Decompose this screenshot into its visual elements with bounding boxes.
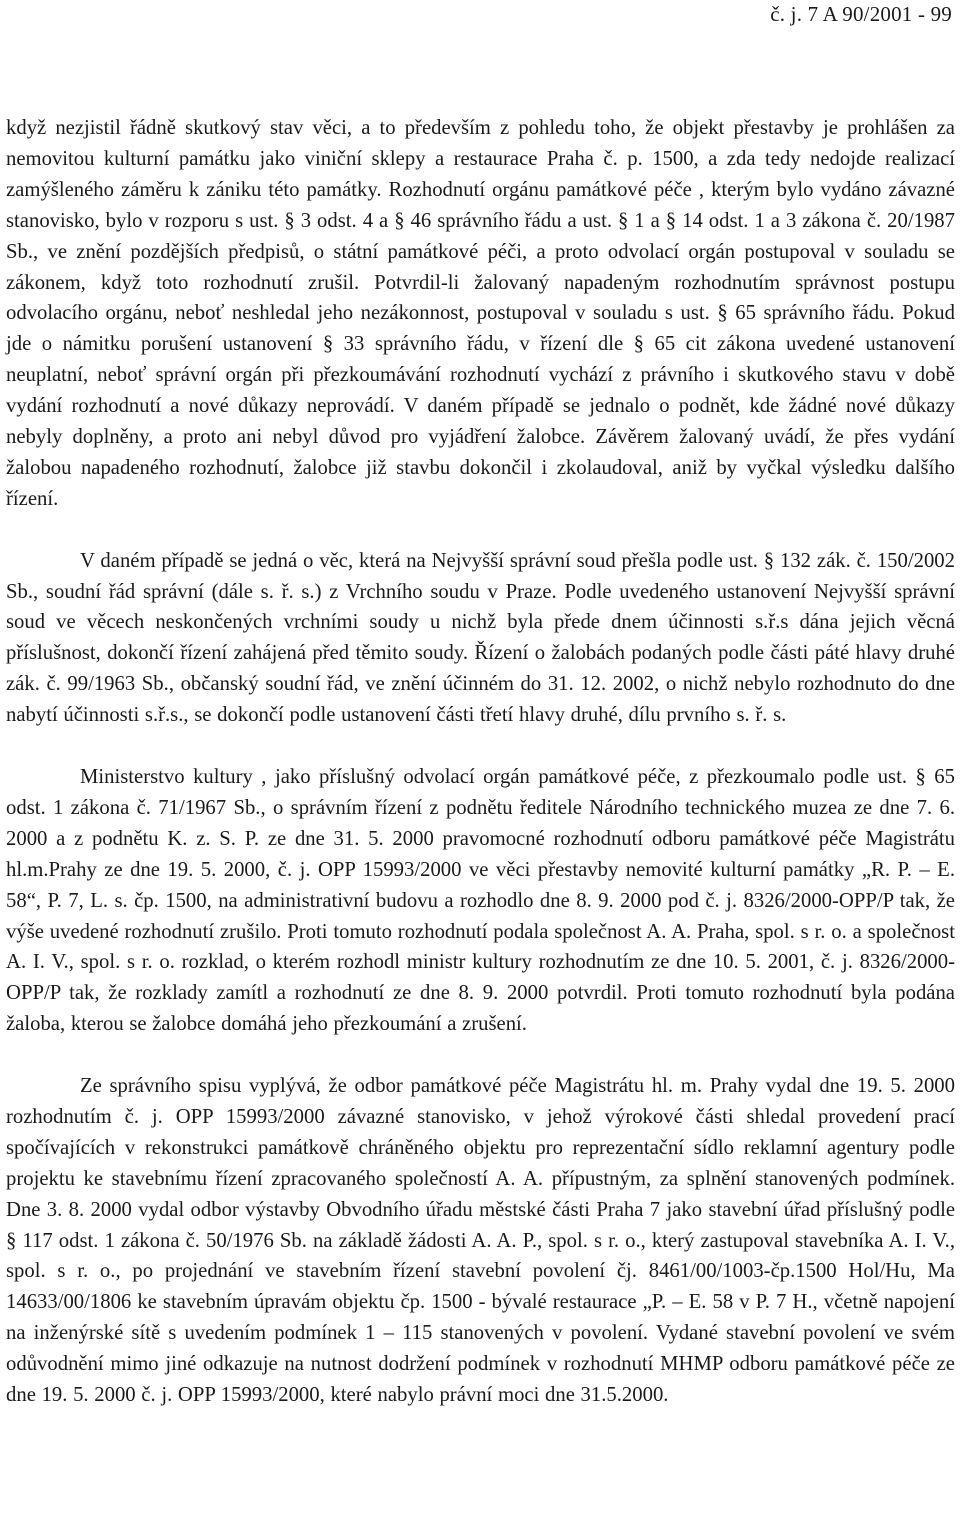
paragraph-jurisdiction: V daném případě se jedná o věc, která na Nejvyšší správní soud přešla podle ust. § 132 zák. č. 150/2002 Sb., soudní řád správní (dále s. ř. s.) z Vrchního soudu v Praze. Podle uvedeného ustanovení Nejvyšší správní soud ve věcech neskončených vrchními soudy u nichž byla přede dnem účinnosti s.ř.s dána jejich věcná příslušnost, dokončí řízení zahájená před těmito soudy. Řízení o žalobách podaných podle části páté hlavy druhé zák. č. 99/1963 Sb., občanský soudní řád, ve znění účinném do 31. 12. 2002, o nichž nebylo rozhodnuto do dne nabytí účinnosti s.ř.s., se dokončí podle ustanovení části třetí hlavy druhé, dílu prvního s. ř. s. <box>6 549 955 727</box>
document-body <box>6 113 955 1411</box>
paragraph-spacer <box>6 731 955 762</box>
document-reference: č. j. 7 A 90/2001 - 99 <box>770 2 952 26</box>
paragraph-spacer <box>6 515 955 546</box>
paragraph-administrative-file: Ze správního spisu vyplývá, že odbor památkové péče Magistrátu hl. m. Prahy vydal dne 19. 5. 2000 rozhodnutím č. j. OPP 15993/2000 závazné stanovisko, v jehož výrokové části shledal provedení prací spočívajících v rekonstrukci památkově chráněného objektu pro reprezentační sídlo reklamní agentury podle projektu ke stavebnímu řízení zpracovaného společností A. A. přípustným, za splnění stanovených podmínek. Dne 3. 8. 2000 vydal odbor výstavby Obvodního úřadu městské části Praha 7 jako stavební úřad příslušný podle § 117 odst. 1 zákona č. 50/1976 Sb. na základě žádosti A. A. P., spol. s r. o., který zastupoval stavebníka A. I. V., spol. s r. o., po projednání ve stavebním řízení stavební povolení čj. 8461/00/1003-čp.1500 Hol/Hu, Ma 14633/00/1806 ke stavebním úpravám objektu čp. 1500 - bývalé restaurace „P. – E. 58 v P. 7 H., včetně napojení na inženýrské sítě s uvedením podmínek 1 – 115 stanovených v povolení. Vydané stavební povolení ve svém odůvodnění mimo jiné odkazuje na nutnost dodržení podmínek v rozhodnutí MHMP odboru památkové péče ze dne 19. 5. 2000 č. j. OPP 15993/2000, které nabylo právní moci dne 31.5.2000. <box>6 1075 955 1407</box>
paragraph-ministry-review: Ministerstvo kultury , jako příslušný odvolací orgán památkové péče, z přezkoumalo podle ust. § 65 odst. 1 zákona č. 71/1967 Sb., o správním řízení z podnětu ředitele Národního technického muzea ze dne 7. 6. 2000 a z podnětu K. z. S. P. ze dne 31. 5. 2000 pravomocné rozhodnutí odboru památkové péče Magistrátu hl.m.Prahy ze dne 19. 5. 2000, č. j. OPP 15993/2000 ve věci přestavby nemovité kulturní památky „R. P. – E. 58“, P. 7, L. s. čp. 1500, na administrativní budovu a rozhodlo dne 8. 9. 2000 pod č. j. 8326/2000-OPP/P tak, že výše uvedené rozhodnutí zrušilo. Proti tomuto rozhodnutí podala společnost A. A. Praha, spol. s r. o. a společnost A. I. V., spol. s r. o. rozklad, o kterém rozhodl ministr kultury rozhodnutím ze dne 10. 5. 2001, č. j. 8326/2000-OPP/P tak, že rozklady zamítl a rozhodnutí ze dne 8. 9. 2000 potvrdil. Proti tomuto rozhodnutí byla podána žaloba, kterou se žalobce domáhá jeho přezkoumání a zrušení. <box>6 766 955 1036</box>
paragraph-continuation: když nezjistil řádně skutkový stav věci, a to především z pohledu toho, že objekt přestavby je prohlášen za nemovitou kulturní památku jako viniční sklepy a restaurace Praha č. p. 1500, a zda tedy nedojde realizací zamýšleného záměru k zániku této památky. Rozhodnutí orgánu památkové péče , kterým bylo vydáno závazné stanovisko, bylo v rozporu s ust. § 3 odst. 4 a § 46 správního řádu a ust. § 1 a § 14 odst. 1 a 3 zákona č. 20/1987 Sb., ve znění pozdějších předpisů, o státní památkové péči, a proto odvolací orgán postupoval v souladu se zákonem, když toto rozhodnutí zrušil. Potvrdil-li žalovaný napadeným rozhodnutím správnost postupu odvolacího orgánu, neboť neshledal jeho nezákonnost, postupoval v souladu s ust. § 65 správního řádu. Pokud jde o námitku porušení ustanovení § 33 správního řádu, v řízení dle § 65 cit zákona uvedené ustanovení neuplatní, neboť správní orgán při přezkoumávání rozhodnutí vychází z právního i skutkového stavu v době vydání rozhodnutí a nové důkazy neprovádí. V daném případě se jednalo o podnět, kde žádné nové důkazy nebyly doplněny, a proto ani nebyl důvod pro vyjádření žalobce. Závěrem žalovaný uvádí, že přes vydání žalobou napadeného rozhodnutí, žalobce již stavbu dokončil i zkolaudoval, aniž by vyčkal výsledku dalšího řízení. <box>6 117 955 510</box>
paragraph-spacer <box>6 1040 955 1071</box>
